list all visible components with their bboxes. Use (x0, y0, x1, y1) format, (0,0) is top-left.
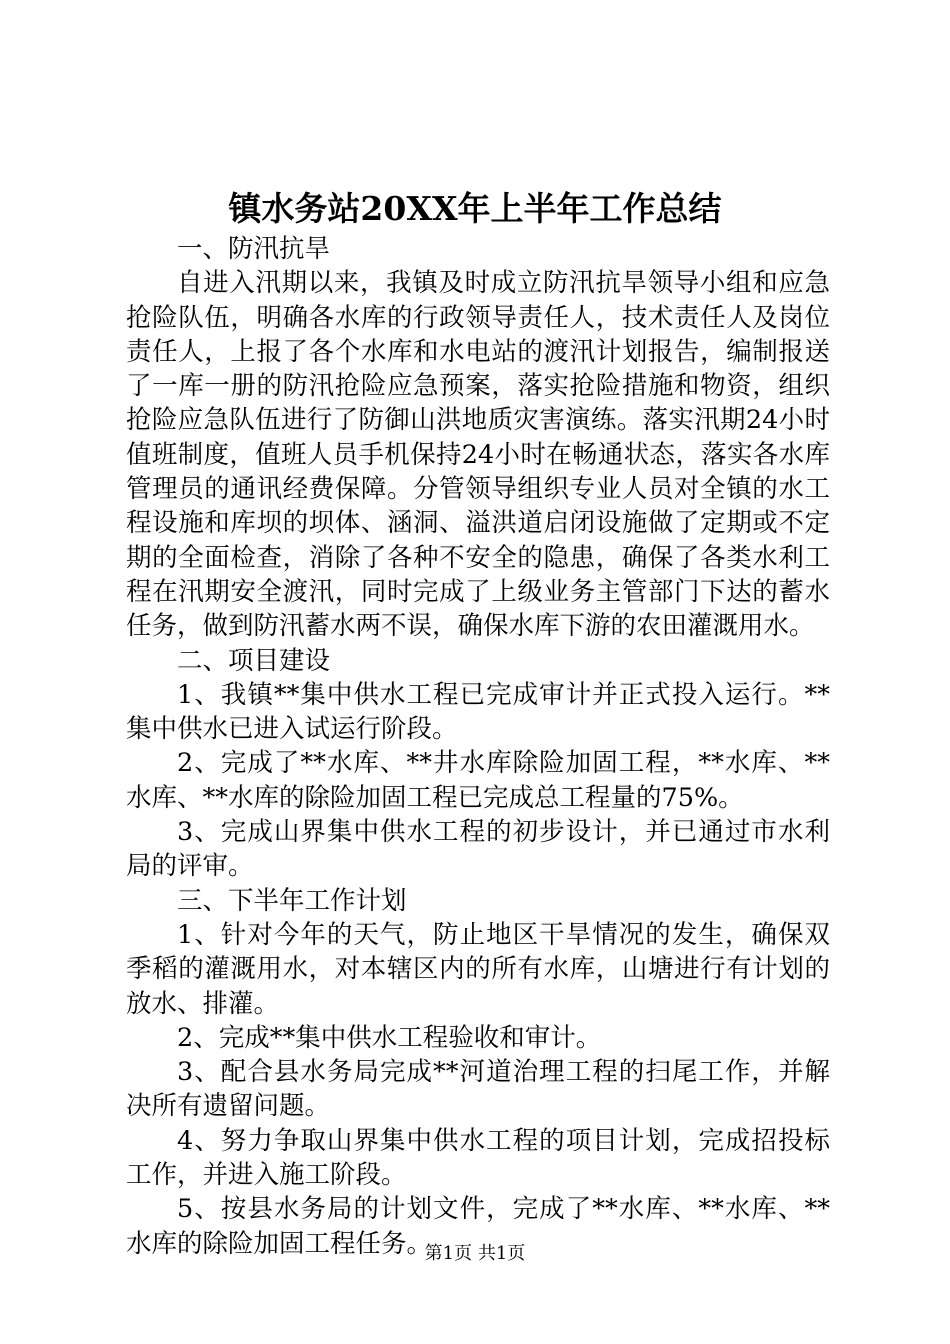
section-heading-projects: 二、项目建设 (177, 645, 331, 676)
paragraph-plan-3: 3、配合县水务局完成**河道治理工程的扫尾工作，并解决所有遗留问题。 (126, 1057, 830, 1122)
paragraph-project-1: 1、我镇**集中供水工程已完成审计并正式投入运行。**集中供水已进入试运行阶段。 (126, 679, 830, 745)
section-heading-flood-control: 一、防汛抗旱 (177, 234, 331, 264)
paragraph-plan-2: 2、完成**集中供水工程验收和审计。 (177, 1022, 602, 1053)
paragraph-project-3: 3、完成山界集中供水工程的初步设计，并已通过市水利局的评审。 (126, 817, 830, 882)
document-body (126, 232, 830, 1261)
paragraph-plan-4: 4、努力争取山界集中供水工程的项目计划，完成招投标工作，并进入施工阶段。 (126, 1125, 830, 1191)
paragraph-project-2: 2、完成了**水库、**井水库除险加固工程，**水库、**水库、**水库的除险加固工程已完成总工程量的75%。 (126, 748, 830, 813)
paragraph-plan-5: 5、按县水务局的计划文件，完成了**水库、**水库、**水库的除险加固工程任务。 (126, 1194, 830, 1259)
section-heading-plan: 三、下半年工作计划 (177, 885, 407, 916)
paragraph-flood-control: 自进入汛期以来，我镇及时成立防汛抗旱领导小组和应急抢险队伍，明确各水库的行政领导责任人，技术责任人及岗位责任人，上报了各个水库和水电站的渡汛计划报告，编制报送了一库一册的防汛抢险应急预案，落实抢险措施和物资，组织抢险应急队伍进行了防御山洪地质灾害演练。落实汛期24小时值班制度，值班人员手机保持24小时在畅通状态，落实各水库管理员的通讯经费保障。分管领导组织专业人员对全镇的水工程设施和库坝的坝体、涵洞、溢洪道启闭设施做了定期或不定期的全面检查，消除了各种不安全的隐患，确保了各类水利工程在汛期安全渡汛，同时完成了上级业务主管部门下达的蓄水任务，做到防汛蓄水两不误，确保水库下游的农田灌溉用水。 (126, 268, 830, 642)
document-title: 镇水务站20XX年上半年工作总结 (228, 189, 722, 228)
page-footer: 第1页 共1页 (424, 1243, 526, 1264)
paragraph-plan-1: 1、针对今年的天气，防止地区干旱情况的发生，确保双季稻的灌溉用水，对本辖区内的所有水库，山塘进行有计划的放水、排灌。 (126, 919, 830, 1019)
